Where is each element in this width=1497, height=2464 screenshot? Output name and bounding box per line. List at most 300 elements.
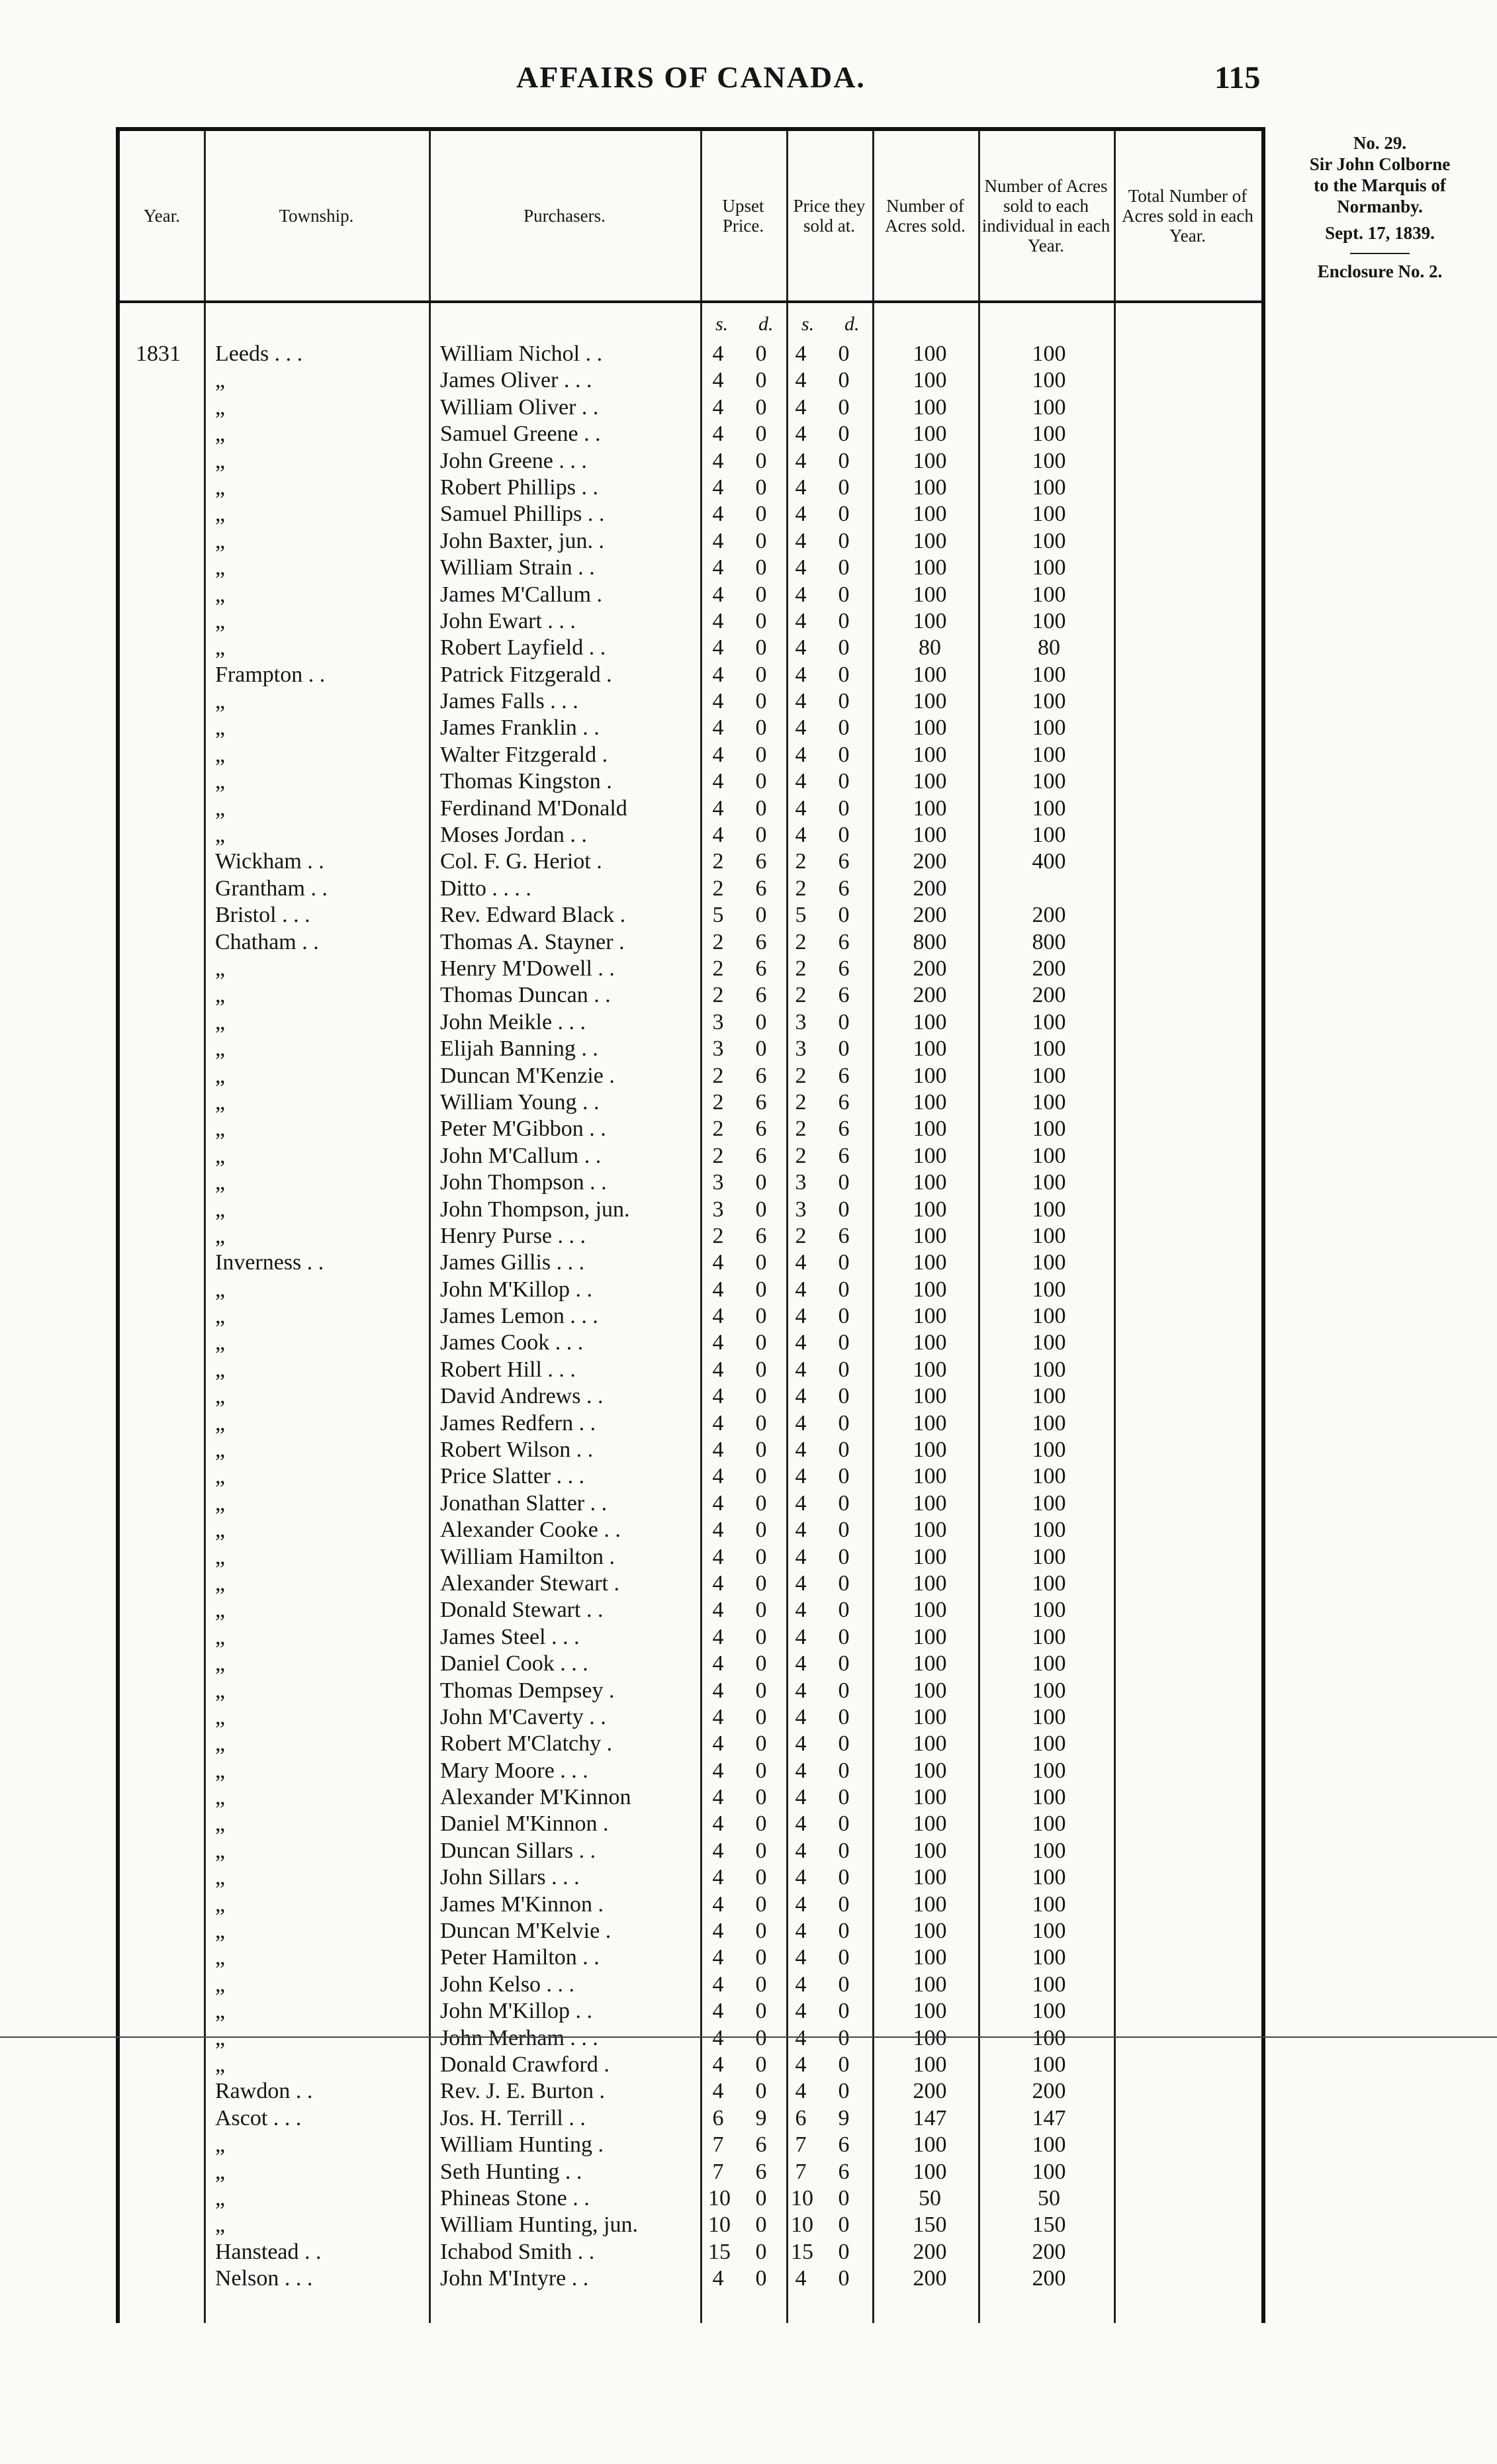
table-row bbox=[0, 1998, 1257, 2025]
table-row bbox=[0, 394, 1257, 421]
acres-sold-cell: 100 bbox=[913, 1865, 947, 1890]
table-row bbox=[0, 2078, 1257, 2105]
township-cell: „ bbox=[215, 1036, 226, 1062]
purchaser-cell: Donald Crawford . bbox=[440, 2052, 610, 2077]
acres-individual-cell: 100 bbox=[1032, 1972, 1066, 1997]
acres-sold-cell: 100 bbox=[913, 1571, 947, 1596]
township-cell: „ bbox=[215, 2159, 226, 2184]
upset-shillings-cell: 4 bbox=[712, 689, 724, 714]
township-cell: „ bbox=[215, 1758, 226, 1783]
sold-shillings-cell: 4 bbox=[795, 1972, 807, 1997]
unit-shillings: s. bbox=[801, 313, 815, 335]
sold-shillings-cell: 4 bbox=[795, 1785, 807, 1810]
acres-individual-cell: 100 bbox=[1032, 1624, 1066, 1649]
purchaser-cell: Thomas A. Stayner . bbox=[440, 929, 625, 954]
table-row bbox=[0, 822, 1257, 848]
township-cell: „ bbox=[215, 1063, 226, 1088]
sold-pence-cell: 0 bbox=[838, 715, 850, 741]
sold-shillings-cell: 4 bbox=[795, 742, 807, 767]
upset-shillings-cell: 2 bbox=[712, 929, 724, 954]
acres-sold-cell: 100 bbox=[913, 1304, 947, 1329]
sold-pence-cell: 9 bbox=[838, 2105, 850, 2130]
acres-sold-cell: 150 bbox=[913, 2213, 947, 2238]
sold-pence-cell: 0 bbox=[838, 796, 850, 821]
sold-pence-cell: 0 bbox=[838, 662, 850, 687]
table-row bbox=[0, 501, 1257, 527]
acres-individual-cell: 100 bbox=[1032, 1678, 1066, 1703]
upset-shillings-cell: 2 bbox=[712, 1223, 724, 1248]
acres-sold-cell: 100 bbox=[913, 422, 947, 447]
purchaser-cell: John Baxter, jun. . bbox=[440, 528, 604, 553]
township-cell: „ bbox=[215, 689, 226, 714]
table-row bbox=[0, 635, 1257, 661]
side-note-recipient: to the Marquis of bbox=[1314, 175, 1446, 195]
purchaser-cell: William Hamilton . bbox=[440, 1544, 615, 1569]
sold-pence-cell: 0 bbox=[838, 1357, 850, 1382]
upset-pence-cell: 0 bbox=[755, 368, 767, 393]
sold-shillings-cell: 4 bbox=[795, 1651, 807, 1676]
acres-sold-cell: 100 bbox=[913, 1464, 947, 1489]
township-cell: „ bbox=[215, 1919, 226, 1944]
township-cell: „ bbox=[215, 956, 226, 981]
acres-individual-cell: 100 bbox=[1032, 502, 1066, 527]
upset-pence-cell: 0 bbox=[755, 1544, 767, 1569]
purchaser-cell: John M'Caverty . . bbox=[440, 1704, 606, 1729]
upset-shillings-cell: 2 bbox=[712, 849, 724, 874]
purchaser-cell: James Lemon . . . bbox=[440, 1304, 598, 1329]
acres-individual-cell: 400 bbox=[1032, 849, 1066, 874]
sold-shillings-cell: 4 bbox=[795, 1304, 807, 1329]
upset-shillings-cell: 10 bbox=[708, 2185, 731, 2211]
acres-sold-cell: 100 bbox=[913, 1945, 947, 1970]
purchaser-cell: Robert Phillips . . bbox=[440, 475, 598, 500]
upset-shillings-cell: 2 bbox=[712, 983, 724, 1008]
acres-sold-cell: 100 bbox=[913, 1277, 947, 1302]
sold-pence-cell: 0 bbox=[838, 1758, 850, 1783]
upset-pence-cell: 0 bbox=[755, 823, 767, 848]
table-row bbox=[0, 1972, 1257, 1998]
acres-sold-cell: 100 bbox=[913, 1384, 947, 1409]
upset-pence-cell: 0 bbox=[755, 582, 767, 607]
side-note-number: No. 29. bbox=[1353, 133, 1407, 153]
table-row bbox=[0, 1250, 1257, 1276]
side-note-divider bbox=[1350, 253, 1410, 254]
acres-individual-cell: 100 bbox=[1032, 823, 1066, 848]
sold-pence-cell: 0 bbox=[838, 342, 850, 366]
sold-shillings-cell: 4 bbox=[795, 1598, 807, 1623]
sold-pence-cell: 6 bbox=[838, 876, 850, 901]
table-row bbox=[0, 1918, 1257, 1944]
upset-shillings-cell: 4 bbox=[712, 1651, 724, 1676]
page-fold-line bbox=[0, 2036, 1497, 2038]
upset-shillings-cell: 3 bbox=[712, 1197, 724, 1222]
township-cell: „ bbox=[215, 1785, 226, 1810]
table-row bbox=[0, 341, 1257, 367]
sold-shillings-cell: 4 bbox=[795, 1838, 807, 1863]
sold-shillings-cell: 4 bbox=[795, 502, 807, 527]
upset-pence-cell: 0 bbox=[755, 1651, 767, 1676]
table-row bbox=[0, 662, 1257, 688]
township-cell: „ bbox=[215, 1170, 226, 1195]
acres-individual-cell: 100 bbox=[1032, 1036, 1066, 1062]
acres-individual-cell: 100 bbox=[1032, 1009, 1066, 1034]
acres-sold-cell: 100 bbox=[913, 769, 947, 794]
township-cell: Leeds . . . bbox=[215, 342, 303, 366]
sold-pence-cell: 0 bbox=[838, 1571, 850, 1596]
acres-individual-cell: 800 bbox=[1032, 929, 1066, 954]
acres-individual-cell: 100 bbox=[1032, 448, 1066, 473]
sold-shillings-cell: 15 bbox=[791, 2239, 813, 2264]
acres-individual-cell: 100 bbox=[1032, 2052, 1066, 2077]
township-cell: „ bbox=[215, 1223, 226, 1248]
sold-pence-cell: 0 bbox=[838, 1464, 850, 1489]
acres-sold-cell: 200 bbox=[913, 956, 947, 981]
acres-individual-cell: 100 bbox=[1032, 368, 1066, 393]
upset-pence-cell: 0 bbox=[755, 2052, 767, 2077]
acres-sold-cell: 200 bbox=[913, 903, 947, 928]
sold-pence-cell: 0 bbox=[838, 1036, 850, 1062]
upset-pence-cell: 0 bbox=[755, 635, 767, 661]
upset-shillings-cell: 4 bbox=[712, 823, 724, 848]
table-row bbox=[0, 1357, 1257, 1383]
table-row bbox=[0, 929, 1257, 956]
township-cell: „ bbox=[215, 1410, 226, 1436]
sold-pence-cell: 0 bbox=[838, 528, 850, 553]
sold-shillings-cell: 4 bbox=[795, 1678, 807, 1703]
table-row bbox=[0, 1009, 1257, 1036]
purchaser-cell: Mary Moore . . . bbox=[440, 1758, 588, 1783]
purchaser-cell: Patrick Fitzgerald . bbox=[440, 662, 612, 687]
purchaser-cell: David Andrews . . bbox=[440, 1384, 604, 1409]
purchaser-cell: Duncan M'Kenzie . bbox=[440, 1063, 615, 1088]
acres-individual-cell: 100 bbox=[1032, 1223, 1066, 1248]
upset-pence-cell: 0 bbox=[755, 715, 767, 741]
acres-sold-cell: 100 bbox=[913, 689, 947, 714]
township-cell: „ bbox=[215, 502, 226, 527]
table-row bbox=[0, 1116, 1257, 1142]
sold-pence-cell: 0 bbox=[838, 823, 850, 848]
sold-shillings-cell: 2 bbox=[795, 1063, 807, 1088]
sold-shillings-cell: 2 bbox=[795, 983, 807, 1008]
sold-pence-cell: 6 bbox=[838, 1223, 850, 1248]
sold-pence-cell: 0 bbox=[838, 502, 850, 527]
table-row bbox=[0, 1624, 1257, 1651]
table-row bbox=[0, 1597, 1257, 1623]
acres-sold-cell: 100 bbox=[913, 2052, 947, 2077]
sold-shillings-cell: 5 bbox=[795, 903, 807, 928]
page-number: 115 bbox=[1214, 60, 1261, 95]
acres-sold-cell: 100 bbox=[913, 475, 947, 500]
purchaser-cell: William Oliver . . bbox=[440, 394, 599, 420]
sold-shillings-cell: 2 bbox=[795, 1117, 807, 1142]
upset-shillings-cell: 4 bbox=[712, 1758, 724, 1783]
purchaser-cell: James Steel . . . bbox=[440, 1624, 580, 1649]
sold-pence-cell: 0 bbox=[838, 1277, 850, 1302]
acres-individual-cell: 100 bbox=[1032, 1490, 1066, 1516]
purchaser-cell: Thomas Kingston . bbox=[440, 769, 612, 794]
purchaser-cell: Moses Jordan . . bbox=[440, 823, 587, 848]
acres-individual-cell: 100 bbox=[1032, 1089, 1066, 1115]
table-row bbox=[0, 2239, 1257, 2265]
sold-pence-cell: 6 bbox=[838, 929, 850, 954]
purchaser-cell: Duncan Sillars . . bbox=[440, 1838, 596, 1863]
sold-shillings-cell: 7 bbox=[795, 2132, 807, 2158]
acres-sold-cell: 200 bbox=[913, 849, 947, 874]
township-cell: „ bbox=[215, 1571, 226, 1596]
sold-shillings-cell: 4 bbox=[795, 1758, 807, 1783]
upset-shillings-cell: 4 bbox=[712, 608, 724, 633]
upset-shillings-cell: 4 bbox=[712, 1357, 724, 1382]
table-row bbox=[0, 956, 1257, 982]
upset-pence-cell: 0 bbox=[755, 1785, 767, 1810]
upset-pence-cell: 6 bbox=[755, 929, 767, 954]
sold-pence-cell: 0 bbox=[838, 2025, 850, 2050]
acres-sold-cell: 80 bbox=[919, 635, 941, 661]
upset-shillings-cell: 4 bbox=[712, 1811, 724, 1837]
acres-individual-cell: 200 bbox=[1032, 903, 1066, 928]
upset-shillings-cell: 4 bbox=[712, 1731, 724, 1757]
side-note-enclosure: Enclosure No. 2. bbox=[1317, 261, 1443, 281]
upset-pence-cell: 6 bbox=[755, 1143, 767, 1168]
sold-shillings-cell: 4 bbox=[795, 2079, 807, 2104]
sold-shillings-cell: 4 bbox=[795, 1410, 807, 1436]
upset-pence-cell: 0 bbox=[755, 796, 767, 821]
acres-sold-cell: 100 bbox=[913, 1518, 947, 1543]
table-row bbox=[0, 367, 1257, 394]
purchaser-cell: Elijah Banning . . bbox=[440, 1036, 598, 1062]
upset-shillings-cell: 4 bbox=[712, 1972, 724, 1997]
sold-pence-cell: 0 bbox=[838, 1892, 850, 1917]
table-row bbox=[0, 1437, 1257, 1463]
acres-individual-cell: 100 bbox=[1032, 582, 1066, 607]
upset-pence-cell: 0 bbox=[755, 1571, 767, 1596]
upset-pence-cell: 6 bbox=[755, 849, 767, 874]
purchaser-cell: Robert Layfield . . bbox=[440, 635, 606, 661]
upset-shillings-cell: 4 bbox=[712, 1704, 724, 1729]
purchaser-cell: Peter M'Gibbon . . bbox=[440, 1117, 606, 1142]
sold-shillings-cell: 4 bbox=[795, 1330, 807, 1355]
sold-pence-cell: 0 bbox=[838, 448, 850, 473]
township-cell: „ bbox=[215, 769, 226, 794]
purchaser-cell: John Kelso . . . bbox=[440, 1972, 575, 1997]
upset-shillings-cell: 4 bbox=[712, 1410, 724, 1436]
acres-sold-cell: 200 bbox=[913, 2239, 947, 2264]
table-row bbox=[0, 1036, 1257, 1062]
sold-shillings-cell: 4 bbox=[795, 1384, 807, 1409]
upset-shillings-cell: 4 bbox=[712, 1624, 724, 1649]
acres-sold-cell: 100 bbox=[913, 2132, 947, 2158]
upset-shillings-cell: 2 bbox=[712, 1063, 724, 1088]
purchaser-cell: Robert M'Clatchy . bbox=[440, 1731, 613, 1757]
sold-pence-cell: 0 bbox=[838, 1009, 850, 1034]
upset-pence-cell: 6 bbox=[755, 2159, 767, 2184]
upset-pence-cell: 0 bbox=[755, 1598, 767, 1623]
purchaser-cell: John Merham . . . bbox=[440, 2025, 598, 2050]
upset-shillings-cell: 3 bbox=[712, 1036, 724, 1062]
table-row bbox=[0, 1490, 1257, 1517]
side-note-date: Sept. 17, 1839. bbox=[1325, 223, 1435, 243]
upset-shillings-cell: 4 bbox=[712, 1277, 724, 1302]
upset-pence-cell: 0 bbox=[755, 1945, 767, 1970]
acres-sold-cell: 100 bbox=[913, 1170, 947, 1195]
acres-sold-cell: 100 bbox=[913, 662, 947, 687]
acres-individual-cell: 100 bbox=[1032, 608, 1066, 633]
purchaser-cell: Henry M'Dowell . . bbox=[440, 956, 615, 981]
township-cell: Inverness . . bbox=[215, 1250, 324, 1275]
table-row bbox=[0, 1571, 1257, 1597]
acres-individual-cell: 100 bbox=[1032, 1518, 1066, 1543]
table-row bbox=[0, 1383, 1257, 1410]
upset-pence-cell: 0 bbox=[755, 1731, 767, 1757]
acres-sold-cell: 100 bbox=[913, 1063, 947, 1088]
sold-pence-cell: 0 bbox=[838, 1598, 850, 1623]
sold-shillings-cell: 4 bbox=[795, 662, 807, 687]
table-row bbox=[0, 1410, 1257, 1437]
acres-individual-cell: 100 bbox=[1032, 1838, 1066, 1863]
township-cell: „ bbox=[215, 1009, 226, 1034]
upset-shillings-cell: 15 bbox=[708, 2239, 731, 2264]
sold-shillings-cell: 4 bbox=[795, 1892, 807, 1917]
purchaser-cell: Walter Fitzgerald . bbox=[440, 742, 608, 767]
purchaser-cell: Rev. J. E. Burton . bbox=[440, 2079, 606, 2104]
purchaser-cell: John Meikle . . . bbox=[440, 1009, 586, 1034]
sold-pence-cell: 0 bbox=[838, 1384, 850, 1409]
township-cell: „ bbox=[215, 1143, 226, 1168]
township-cell: Grantham . . bbox=[215, 876, 328, 901]
purchaser-cell: William Hunting, jun. bbox=[440, 2213, 638, 2238]
sold-shillings-cell: 4 bbox=[795, 555, 807, 580]
acres-individual-cell: 100 bbox=[1032, 1117, 1066, 1142]
upset-pence-cell: 0 bbox=[755, 1250, 767, 1275]
sold-pence-cell: 0 bbox=[838, 1651, 850, 1676]
table-row bbox=[0, 742, 1257, 768]
upset-shillings-cell: 4 bbox=[712, 1490, 724, 1516]
acres-individual-cell: 100 bbox=[1032, 1892, 1066, 1917]
township-cell: „ bbox=[215, 1304, 226, 1329]
sold-pence-cell: 0 bbox=[838, 1704, 850, 1729]
table-row bbox=[0, 1678, 1257, 1704]
sold-shillings-cell: 7 bbox=[795, 2159, 807, 2184]
upset-pence-cell: 0 bbox=[755, 1009, 767, 1034]
side-note bbox=[1274, 132, 1486, 282]
purchaser-cell: Alexander Stewart . bbox=[440, 1571, 619, 1596]
acres-sold-cell: 100 bbox=[913, 1143, 947, 1168]
sold-shillings-cell: 3 bbox=[795, 1009, 807, 1034]
column-header-purchasers: Purchasers. bbox=[523, 206, 606, 226]
sold-shillings-cell: 4 bbox=[795, 1437, 807, 1463]
township-cell: „ bbox=[215, 422, 226, 447]
sold-shillings-cell: 4 bbox=[795, 528, 807, 553]
sold-pence-cell: 0 bbox=[838, 1518, 850, 1543]
purchaser-cell: James M'Callum . bbox=[440, 582, 603, 607]
upset-pence-cell: 6 bbox=[755, 1223, 767, 1248]
sold-pence-cell: 0 bbox=[838, 1250, 850, 1275]
upset-shillings-cell: 4 bbox=[712, 1544, 724, 1569]
upset-pence-cell: 0 bbox=[755, 689, 767, 714]
sold-pence-cell: 0 bbox=[838, 1945, 850, 1970]
acres-sold-cell: 100 bbox=[913, 1678, 947, 1703]
acres-individual-cell: 80 bbox=[1038, 635, 1060, 661]
sold-pence-cell: 0 bbox=[838, 1410, 850, 1436]
township-cell: „ bbox=[215, 1945, 226, 1970]
upset-shillings-cell: 4 bbox=[712, 2052, 724, 2077]
sold-shillings-cell: 2 bbox=[795, 1223, 807, 1248]
purchaser-cell: Price Slatter . . . bbox=[440, 1464, 585, 1489]
side-note-sender: Sir John Colborne bbox=[1309, 154, 1451, 174]
sold-shillings-cell: 4 bbox=[795, 1865, 807, 1890]
acres-sold-cell: 100 bbox=[913, 1009, 947, 1034]
acres-sold-cell: 100 bbox=[913, 1437, 947, 1463]
sold-shillings-cell: 4 bbox=[795, 689, 807, 714]
upset-pence-cell: 0 bbox=[755, 769, 767, 794]
sold-shillings-cell: 4 bbox=[795, 394, 807, 420]
upset-pence-cell: 0 bbox=[755, 448, 767, 473]
column-header-acres-sold: Number of Acres sold. bbox=[885, 196, 966, 236]
acres-sold-cell: 100 bbox=[913, 502, 947, 527]
upset-shillings-cell: 4 bbox=[712, 796, 724, 821]
purchaser-cell: John M'Callum . . bbox=[440, 1143, 602, 1168]
table-row bbox=[0, 1197, 1257, 1223]
upset-pence-cell: 0 bbox=[755, 1518, 767, 1543]
upset-shillings-cell: 2 bbox=[712, 1089, 724, 1115]
acres-sold-cell: 100 bbox=[913, 823, 947, 848]
acres-individual-cell: 147 bbox=[1032, 2105, 1066, 2130]
purchaser-cell: Jonathan Slatter . . bbox=[440, 1490, 608, 1516]
upset-shillings-cell: 4 bbox=[712, 769, 724, 794]
township-cell: „ bbox=[215, 1972, 226, 1997]
upset-pence-cell: 6 bbox=[755, 876, 767, 901]
sold-shillings-cell: 6 bbox=[795, 2105, 807, 2130]
township-cell: Wickham . . bbox=[215, 849, 324, 874]
upset-pence-cell: 0 bbox=[755, 1197, 767, 1222]
upset-pence-cell: 0 bbox=[755, 742, 767, 767]
acres-individual-cell: 100 bbox=[1032, 1170, 1066, 1195]
township-cell: „ bbox=[215, 2025, 226, 2050]
acres-individual-cell: 100 bbox=[1032, 1811, 1066, 1837]
acres-sold-cell: 100 bbox=[913, 2025, 947, 2050]
acres-individual-cell: 100 bbox=[1032, 1731, 1066, 1757]
upset-pence-cell: 0 bbox=[755, 903, 767, 928]
upset-pence-cell: 0 bbox=[755, 1357, 767, 1382]
upset-pence-cell: 6 bbox=[755, 1117, 767, 1142]
sold-shillings-cell: 4 bbox=[795, 1811, 807, 1837]
sold-shillings-cell: 4 bbox=[795, 608, 807, 633]
upset-shillings-cell: 4 bbox=[712, 662, 724, 687]
upset-pence-cell: 0 bbox=[755, 528, 767, 553]
sold-pence-cell: 0 bbox=[838, 394, 850, 420]
acres-individual-cell: 100 bbox=[1032, 2025, 1066, 2050]
acres-individual-cell: 150 bbox=[1032, 2213, 1066, 2238]
sold-pence-cell: 0 bbox=[838, 1170, 850, 1195]
upset-shillings-cell: 7 bbox=[712, 2159, 724, 2184]
upset-shillings-cell: 4 bbox=[712, 1999, 724, 2024]
acres-sold-cell: 100 bbox=[913, 1544, 947, 1569]
table-row bbox=[0, 2132, 1257, 2158]
township-cell: „ bbox=[215, 1384, 226, 1409]
sold-pence-cell: 6 bbox=[838, 849, 850, 874]
acres-sold-cell: 100 bbox=[913, 1330, 947, 1355]
sold-pence-cell: 0 bbox=[838, 1999, 850, 2024]
acres-sold-cell: 100 bbox=[913, 608, 947, 633]
sold-pence-cell: 0 bbox=[838, 2239, 850, 2264]
upset-shillings-cell: 4 bbox=[712, 2266, 724, 2291]
acres-individual-cell: 100 bbox=[1032, 1704, 1066, 1729]
purchaser-cell: Donald Stewart . . bbox=[440, 1598, 604, 1623]
sold-shillings-cell: 2 bbox=[795, 849, 807, 874]
sold-pence-cell: 0 bbox=[838, 1811, 850, 1837]
township-cell: „ bbox=[215, 1811, 226, 1837]
upset-pence-cell: 0 bbox=[755, 2025, 767, 2050]
